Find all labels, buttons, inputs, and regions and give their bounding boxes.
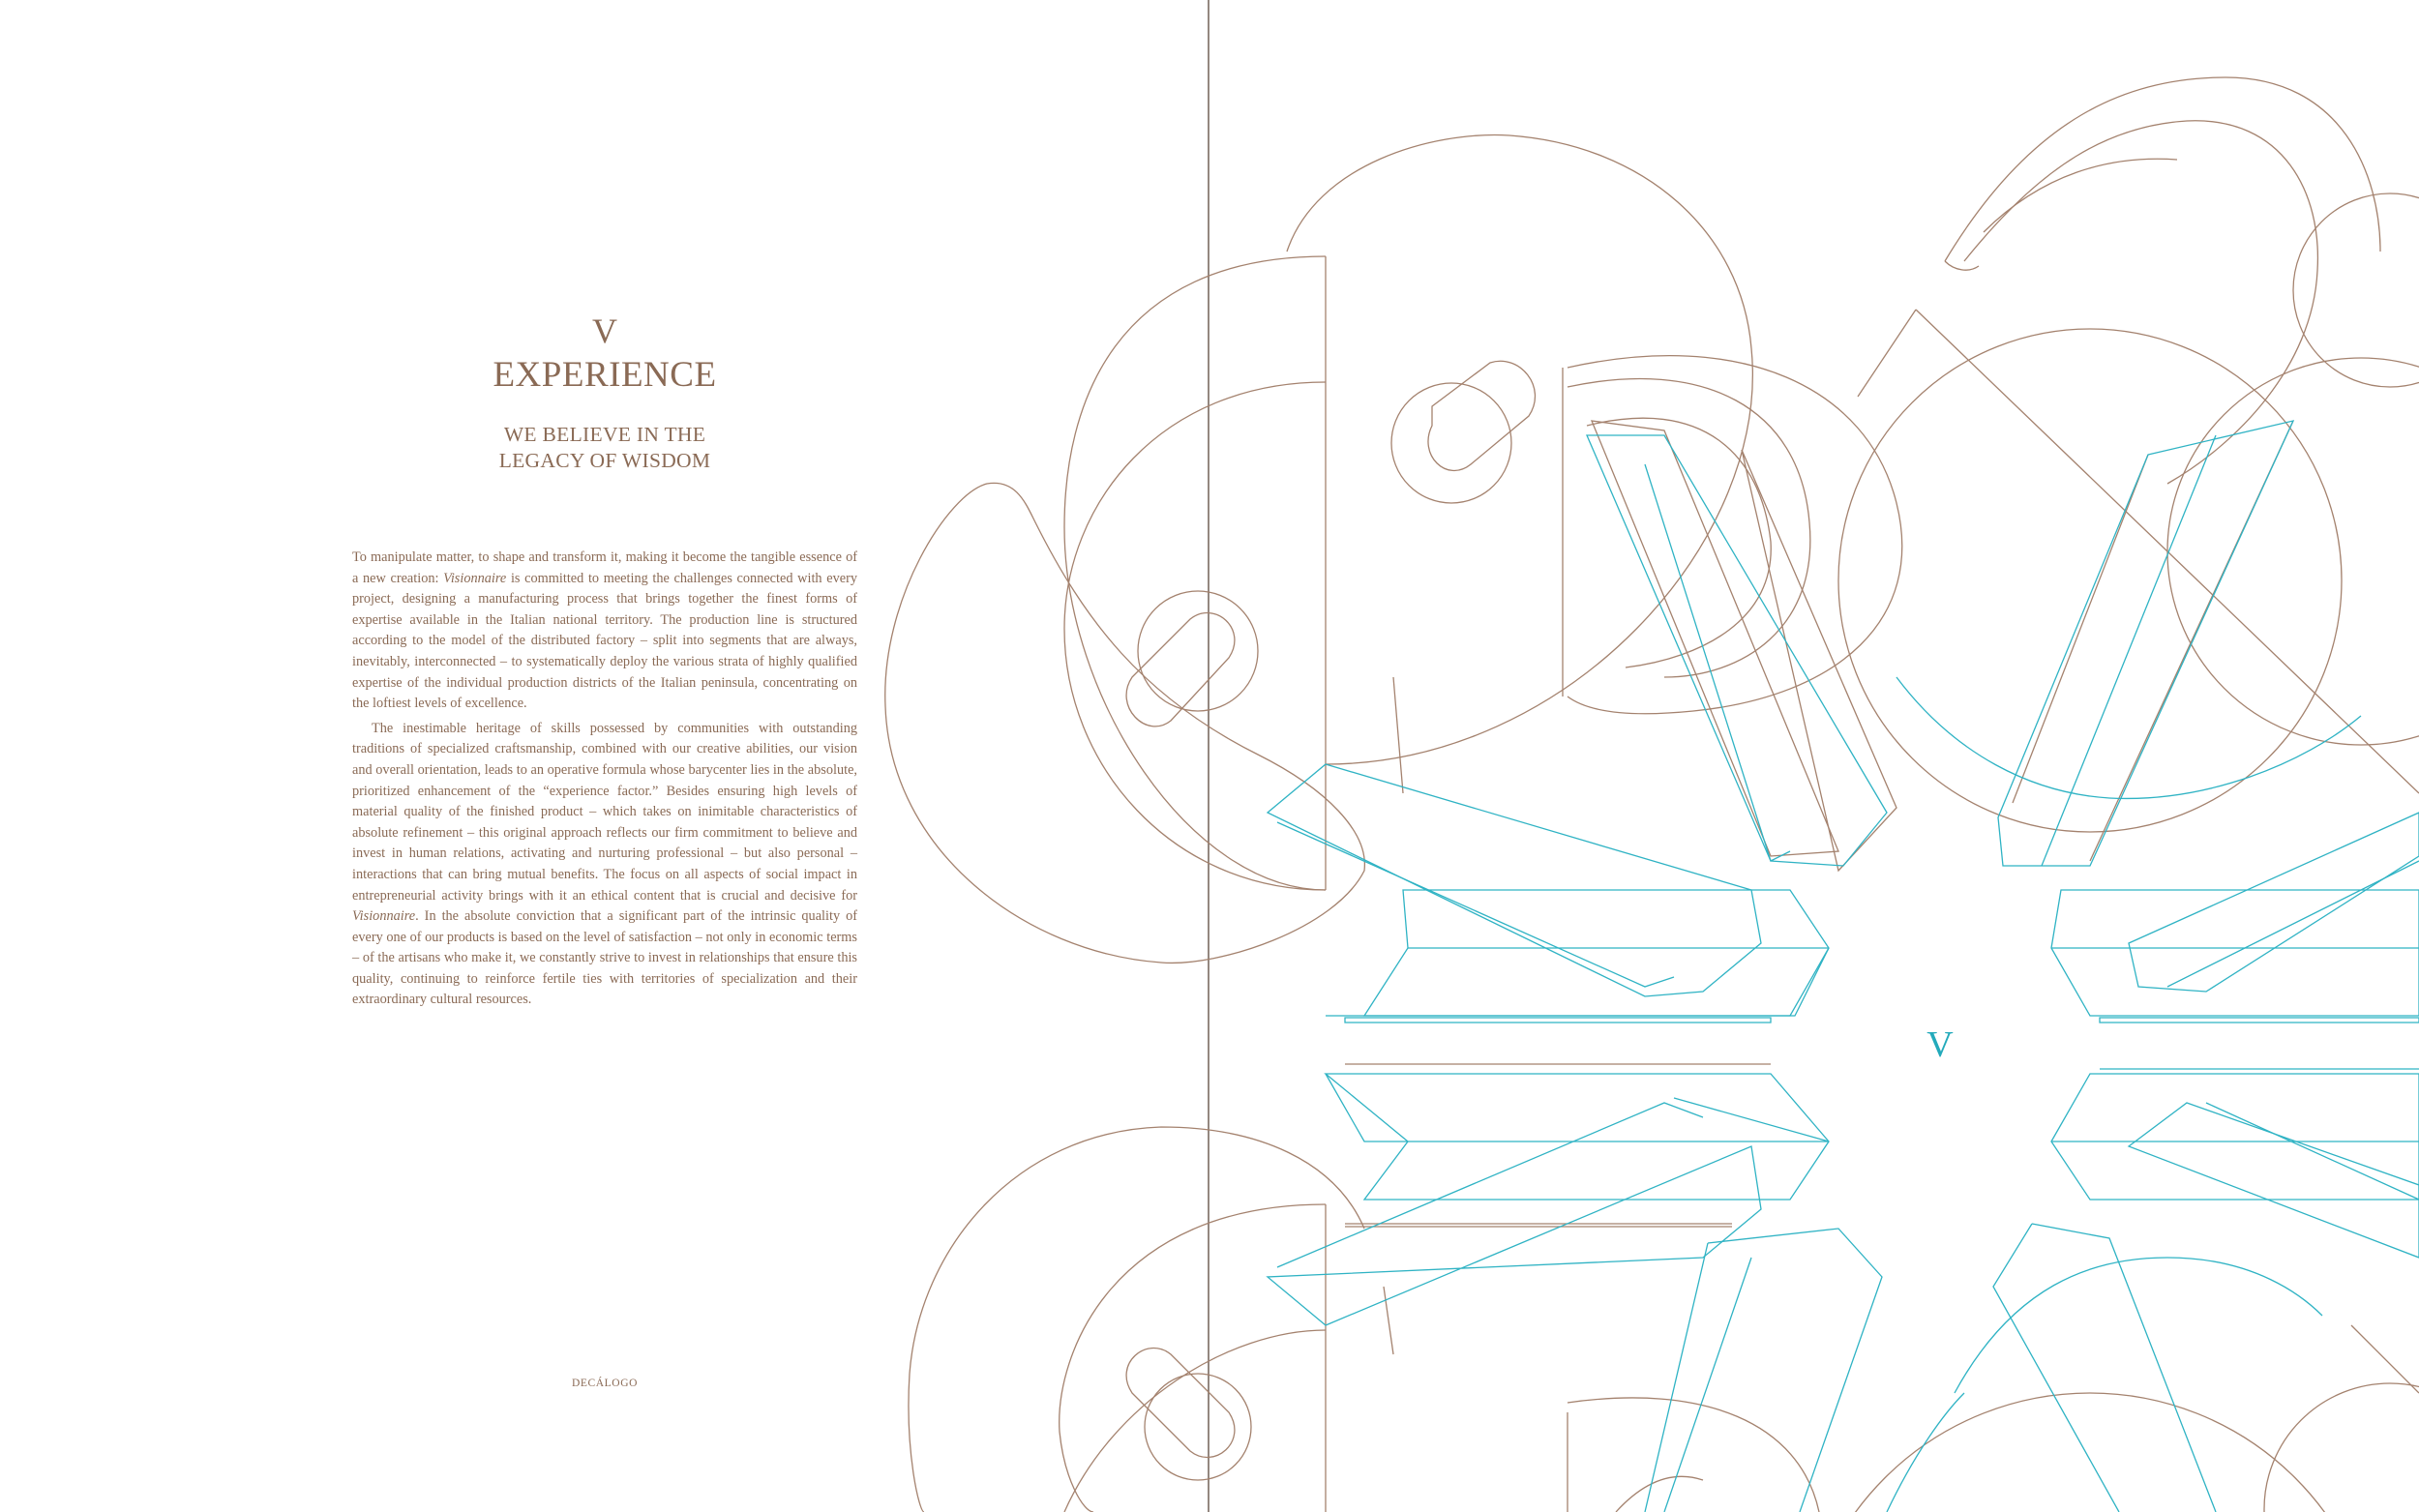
brand-name-italic: Visionnaire — [443, 570, 507, 586]
body-text — [352, 548, 857, 1015]
paragraph-2-part-a: The inestimable heritage of skills possessed by communities with outstanding traditions of specialized craftsmanship, combined with our creative abilities, our vision and overall orientation, leads to an operative formula whose barycenter lies in the absolute, prioritized enhancement of the “experience factor.” Besides ensuring high levels of material quality of the finished product – which takes on inimitable characteristics of absolute refinement – this original approach reflects our firm commitment to believe and invest in human relations, activating and nurturing professional – but also personal – interactions that can bring mutual benefits. The focus on all aspects of social impact in entrepreneurial activity brings with it an ethical content that is crucial and decisive for — [352, 720, 857, 904]
chapter-title: EXPERIENCE — [493, 355, 717, 395]
chapter-subtitle — [353, 422, 856, 474]
paragraph-1 — [352, 548, 857, 715]
paragraph-2 — [352, 719, 857, 1011]
paragraph-1-part-b: is committed to meeting the challenges connected with every project, designing a manufacturing process that brings together the finest forms of expertise available in the Italian national territory. The production line is structured according to the model of the distributed factory – split into segments that are always, inevitably, interconnected – to systematically deploy the various strata of highly qualified expertise of the individual production districts of the Italian peninsula, concentrating on the loftiest levels of excellence. — [352, 570, 857, 712]
footer-label: DECÁLOGO — [571, 1378, 639, 1389]
paragraph-1-part-a: To manipulate matter, to shape and transform it, making it become the tangible essence of a new creation: — [352, 549, 857, 586]
chapter-numeral: V — [592, 311, 617, 350]
brown-linework — [885, 77, 2419, 1512]
paragraph-2-part-b: . In the absolute conviction that a significant part of the intrinsic quality of every one of our products is based on the level of satisfaction – not only in economic terms – of the artisans who make it, we constantly strive to invest in relationships that ensure this quality, continuing to reinforce fertile ties with territories of specialization and their extraordinary cultural resources. — [352, 908, 857, 1008]
chapter-subtitle-line2: LEGACY OF WISDOM — [498, 449, 711, 472]
chapter-subtitle-line1: WE BELIEVE IN THE — [503, 423, 706, 446]
brand-name-italic: Visionnaire — [352, 908, 416, 925]
center-monogram: V — [1926, 1024, 1954, 1065]
cyan-linework — [1268, 421, 2419, 1512]
